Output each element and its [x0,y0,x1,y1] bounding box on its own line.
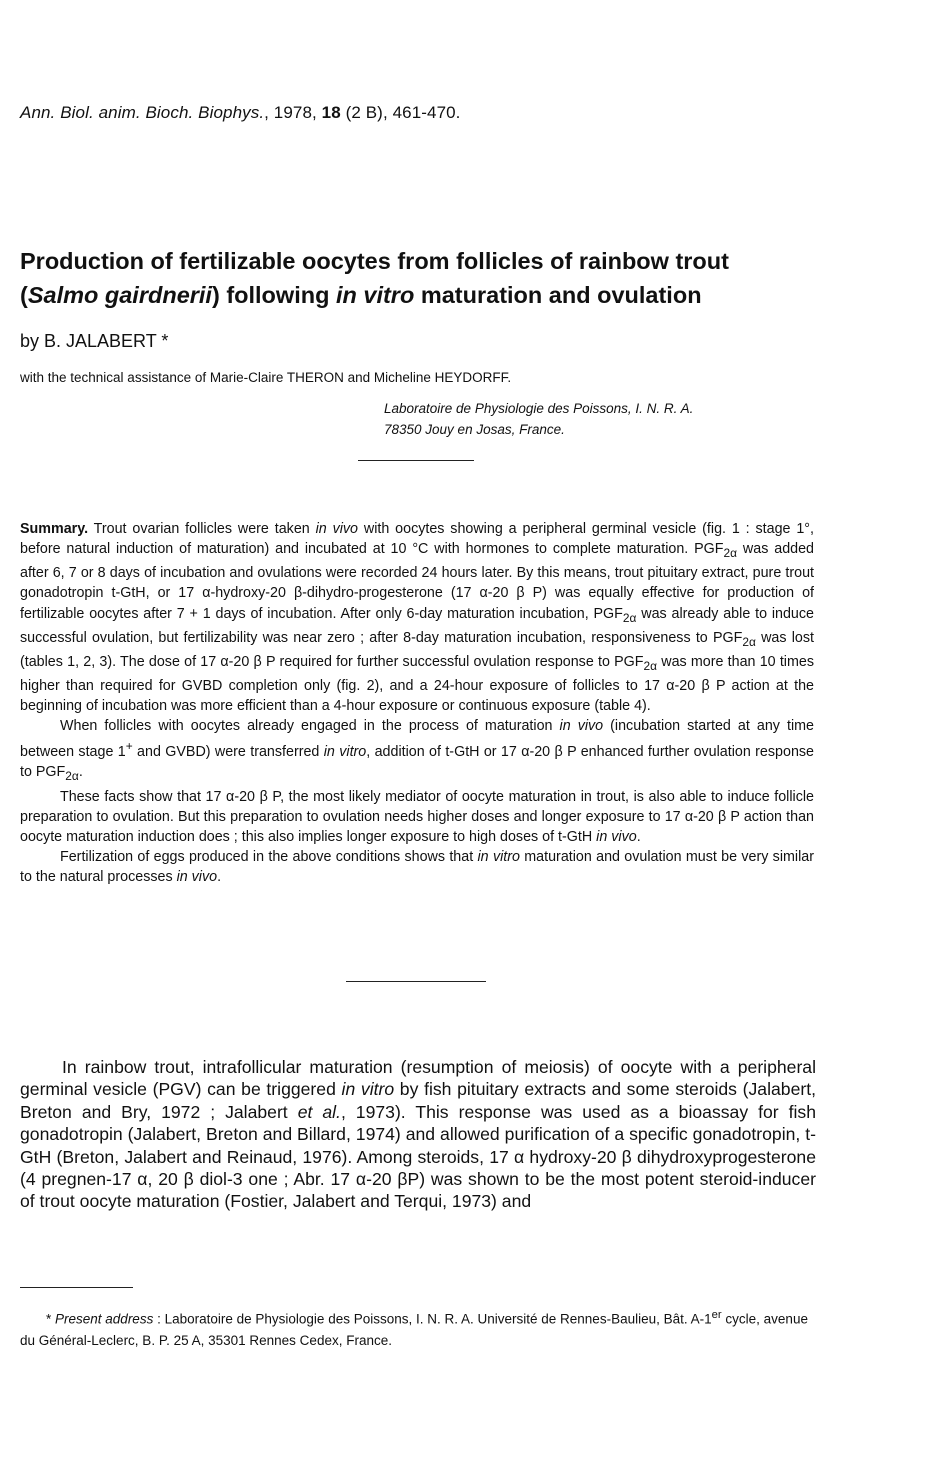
summary-paragraph-1 [20,519,814,716]
summary-paragraph-3 [20,787,814,848]
body-italic: et al. [297,1101,341,1122]
affiliation-line-1: Laboratoire de Physiologie des Poissons, I. N. R. A. [384,401,694,416]
summary-text: . [78,764,83,781]
summary-italic: in vitro [477,849,520,866]
divider-after-header [358,460,474,461]
summary-subscript: 2α [643,658,658,673]
citation-pages: (2 B), 461-470. [340,103,461,122]
summary-text: , addition of t-GtH or 17 α-20 β P enhanced further ovulation response to PGF [20,744,814,781]
summary-subscript: 2α [622,610,637,625]
footnote [20,1305,818,1351]
title-following: ) following [211,282,336,308]
introduction-paragraph [20,1056,816,1213]
summary-text: . [636,828,641,845]
title-rest: maturation and ovulation [414,282,702,308]
summary-text: When follicles with oocytes already engaged in the process of maturation [60,718,560,735]
summary-paragraph-4 [20,847,814,887]
divider-after-summary [346,981,486,982]
summary-text: was lost (tables 1, 2, 3). The dose of 17 α-20 β P required for further successful ovulation response to PGF [20,629,814,670]
summary-text: was already able to induce successful ovulation, but fertilizability was near zero ; after 8-day maturation incubation, responsiveness to PGF [20,605,814,646]
footnote-superscript: er [711,1309,722,1321]
summary-italic: in vivo [596,828,637,845]
summary-subscript: 2α [723,546,738,561]
footnote-marker: * [46,1311,56,1327]
citation-volume: 18 [321,103,341,122]
summary-text: Fertilization of eggs produced in the above conditions shows that [60,849,478,866]
summary-text: These facts show that 17 α-20 β P, the most likely mediator of oocyte maturation in trout, is also able to induce follicle preparation to ovulation. But this preparation to ovulation needs higher doses and longer exposure to 17 α-20 β P action than oocyte maturation induction does ; this also implies longer exposure to high doses of t-GtH [20,788,814,845]
summary-text: was more than 10 times higher than required for GVBD completion only (fig. 2), and a 24-hour exposure of follicles to 17 α-20 β P action at the beginning of incubation was more efficient than a 4-hour exposure or continuous exposure (table 4). [20,653,814,715]
summary-text: with oocytes showing a peripheral germinal vesicle (fig. 1 : stage 1°, before natural induction of maturation) and incubated at 10 °C with hormones to complete maturation. PGF [20,521,814,558]
summary-text: maturation and ovulation must be very similar to the natural processes [20,849,814,886]
summary-italic: in vivo [176,869,218,886]
summary-text: and GVBD) were transferred [132,744,324,761]
article-title [20,244,900,312]
author-line: by B. JALABERT * [20,331,169,351]
summary-section [20,519,814,888]
affiliation-line-2: 78350 Jouy en Josas, France. [384,422,565,437]
summary-paragraph-2 [20,716,814,786]
body-text: In rainbow trout, intrafollicular maturation (resumption of meiosis) of oocyte with a peripheral germinal vesicle (PGV) can be triggered [20,1057,816,1100]
summary-heading: Summary. [20,521,89,537]
footnote-label: Present address [55,1311,154,1327]
summary-italic: in vivo [559,718,604,735]
summary-text: (incubation started at any time between stage 1 [20,718,814,761]
footnote-text: : Laboratoire de Physiologie des Poissons, I. N. R. A. Université de Rennes-Baulieu, Bât. A-1 [153,1311,712,1327]
summary-italic: in vitro [323,744,367,761]
summary-text: . [217,869,222,886]
affiliation [384,398,693,440]
summary-italic: in vivo [315,521,359,537]
footnote-text: cycle, avenue du Général-Leclerc, B. P. 25 A, 35301 Rennes Cedex, France. [20,1311,808,1348]
title-paren: ( [20,282,28,308]
summary-text: was added after 6, 7 or 8 days of incubation and ovulations were recorded 24 hours later. By this means, trout pituitary extract, pure trout gonadotropin t-GtH, or 17 α-hydroxy-20 β-dihydro-progesterone (17 α-20 β P) was equally effective for production of fertilizable oocytes after 7 + 1 days of incubation. After only 6-day maturation incubation, PGF [20,541,814,622]
summary-subscript: 2α [65,769,79,784]
technical-assistance: with the technical assistance of Marie-Claire THERON and Micheline HEYDORFF. [20,370,512,385]
body-text: , 1973). This response was used as a bioassay for fish gonadotropin (Jalabert, Breton and Billard, 1974) and allowed purification of a specific gonadotropin, t-GtH (Breton, Jalabert and Reinaud, 1976). Among steroids, 17 α hydroxy-20 β dihydroxyprogesterone (4 pregnen-17 α, 20 β diol-3 one ; Abr. 17 α-20 βP) was shown to be the most potent steroid-inducer of trout oocyte maturation (Fostier, Jalabert and Terqui, 1973) and [20,1101,816,1212]
body-text: by fish pituitary extracts and some steroids (Jalabert, Breton and Bry, 1972 ; Jalabert [20,1079,816,1122]
title-in-vitro: in vitro [335,282,415,308]
journal-citation [20,103,461,123]
citation-year: , 1978, [264,103,322,122]
title-line-2 [20,278,900,312]
title-species: Salmo gairdnerii [27,282,212,308]
summary-subscript: 2α [742,634,756,649]
body-italic: in vitro [341,1079,395,1100]
footnote-divider [20,1287,133,1288]
summary-text: Trout ovarian follicles were taken [88,521,316,537]
summary-superscript: + [125,739,133,754]
journal-name: Ann. Biol. anim. Bioch. Biophys. [20,103,265,122]
title-line-1: Production of fertilizable oocytes from follicles of rainbow trout [20,248,729,274]
